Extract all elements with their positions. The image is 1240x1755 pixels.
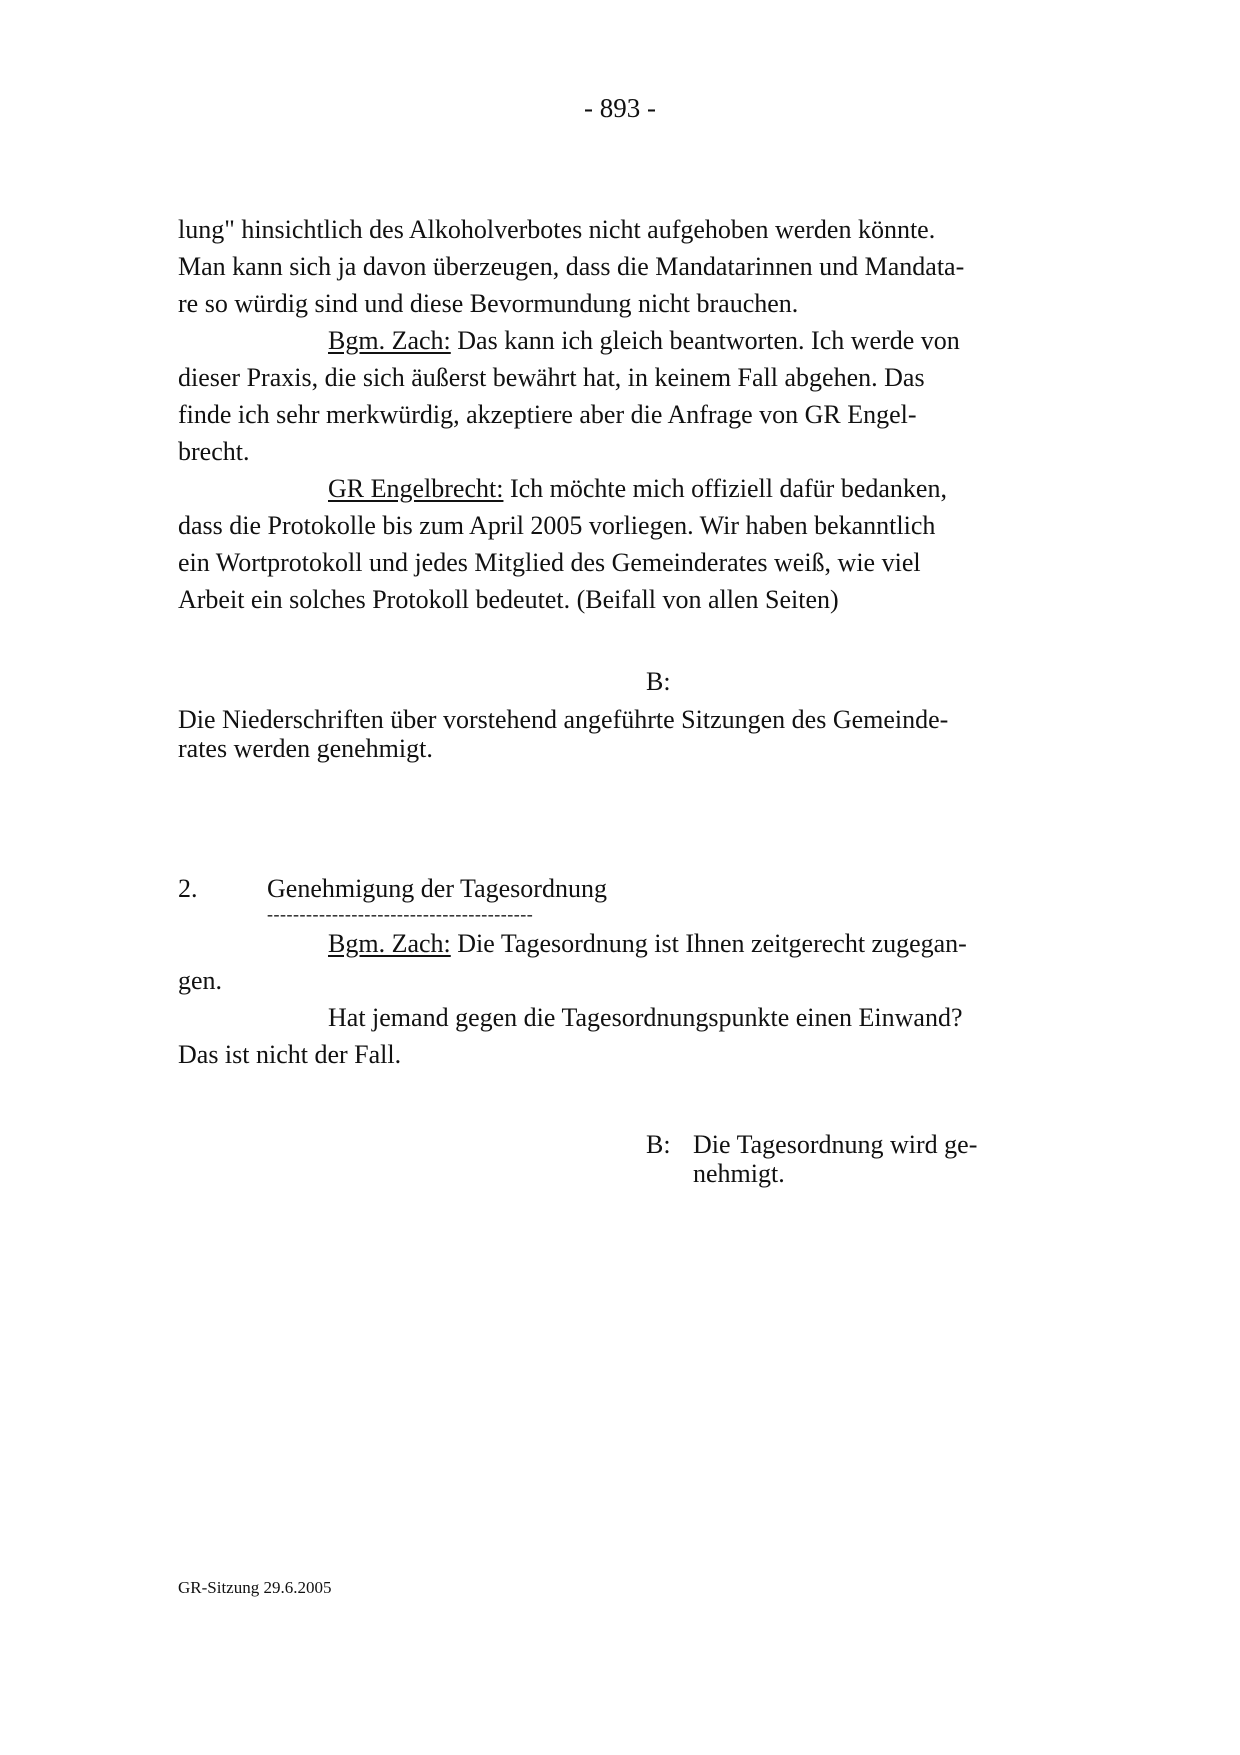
text-line: Arbeit ein solches Protokoll bedeutet. (Beifall von allen Seiten) (178, 585, 839, 614)
speech-first-line (178, 925, 1068, 962)
text-line: dieser Praxis, die sich äußerst bewährt hat, in keinem Fall abgehen. Das (178, 363, 925, 392)
section-title: Genehmigung der Tagesordnung (267, 874, 607, 903)
speech-text: Das kann ich gleich beantworten. Ich werde von (450, 326, 960, 355)
section-number: 2. (178, 874, 198, 903)
text-line: Das ist nicht der Fall. (178, 1040, 402, 1069)
text-line: rates werden genehmigt. (178, 734, 433, 763)
text-line: brecht. (178, 437, 250, 466)
speech-first-line (178, 470, 1068, 507)
text-line: gen. (178, 966, 223, 995)
decision-text (693, 1130, 977, 1188)
speech-first-line (178, 322, 1068, 359)
text-line: re so würdig sind und diese Bevormundung nicht brauchen. (178, 289, 799, 318)
speaker-name: GR Engelbrecht: (328, 474, 504, 503)
text-line: dass die Protokolle bis zum April 2005 vorliegen. Wir haben bekanntlich (178, 511, 936, 540)
text-line: Man kann sich ja davon überzeugen, dass die Mandatarinnen und Mandata- (178, 252, 965, 281)
text-line: Die Tagesordnung wird ge- (693, 1130, 978, 1159)
speech-text: Ich möchte mich offiziell dafür bedanken, (503, 474, 947, 503)
speech-text: Die Tagesordnung ist Ihnen zeitgerecht zugegan- (450, 929, 967, 958)
speaker-name: Bgm. Zach: (328, 326, 451, 355)
paragraph-agenda (178, 925, 1068, 1073)
section-underline-rule: ----------------------------------------- (267, 904, 534, 924)
text-line: Hat jemand gegen die Tagesordnungspunkte einen Einwand? (328, 1003, 963, 1032)
page-number: - 893 - (584, 93, 656, 123)
speaker-name: Bgm. Zach: (328, 929, 451, 958)
text-line: ein Wortprotokoll und jedes Mitglied des Gemeinderates weiß, wie viel (178, 548, 921, 577)
text-line: nehmigt. (693, 1159, 785, 1188)
text-line: Die Niederschriften über vorstehend angeführte Sitzungen des Gemeinde- (178, 705, 949, 734)
footer-session-date: GR-Sitzung 29.6.2005 (178, 1578, 332, 1597)
decision-label: B: (646, 667, 671, 696)
decision-label: B: (646, 1130, 671, 1159)
text-line: finde ich sehr merkwürdig, akzeptiere aber die Anfrage von GR Engel- (178, 400, 917, 429)
text-line: lung" hinsichtlich des Alkoholverbotes nicht aufgehoben werden könnte. (178, 215, 936, 244)
decision-text (178, 705, 948, 763)
paragraph-continuation (178, 211, 1068, 618)
